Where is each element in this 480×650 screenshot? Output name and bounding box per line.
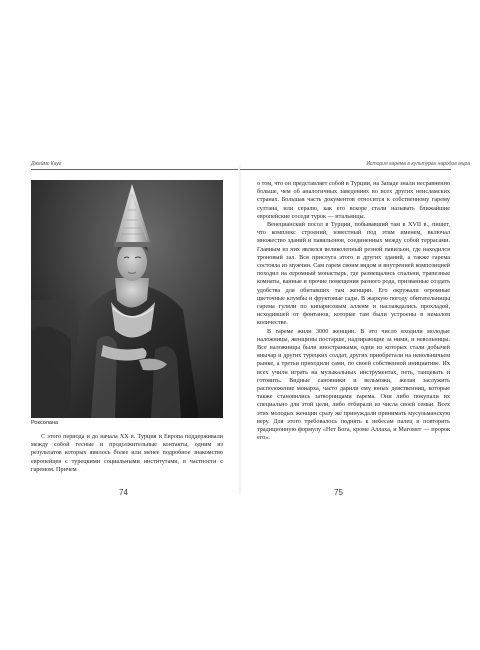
portrait-photo [31,180,223,418]
right-paragraph-1: о том, что он представляет собой в Турции, на Западе знали несравненно больше, чем об аналогичных заведениях во всех других неисламских странах. Большая часть документов относится к собственному гарему султана, или сералю, как его вскоре стали называть ближайшие европейские соседи турок — итальянцы. [257,180,450,220]
left-page-number: 74 [119,488,128,497]
left-body-text [31,433,223,474]
left-paragraph: С этого периода и до начала XX в. Турция и Европа поддерживали между собой тесные и продолжительные контакты, одним из результатов которых явилось более или менее подробное знакомство европейцев с турецкими социальными институтами, в частности с гаремом. Причем [31,433,223,473]
right-running-header: История гарема в культурах народов мира [366,161,470,167]
right-page-number: 75 [334,488,343,497]
portrait-caption: Роксолана [31,420,59,426]
right-page [240,0,480,650]
left-running-header: Джеймс Кауг [31,161,62,167]
right-paragraph-3: В гареме жили 3000 женщин. В это число входили молодые наложницы, женщины постарше, надзирающие за ними, и невольницы. Все наложницы были иностранками, одни из которых стали добычей янычар и других турецких солдат, других приобретали на невольничьем рынке, а третьи приходили сами, по своей собственной инициативе. Их всех учили играть на музыкальных инструментах, петь, танцевать и готовить. Видные сановники и вельможи, желая заслужить расположение монарха, часто дарили ему юных девственниц, которые также становились затворницами гарема. Они либо покупали их специально для этой цели, либо отбирали из числа своей семьи. Всех этих молодых женщин сразу же принуждали принимать мусульманскую веру. Для этого требовалось поднять к небесам палец и повторить традиционную формулу «Нет Бога, кроме Аллаха, и Магомет — пророк его». [257,327,450,442]
right-body-text [257,180,450,443]
left-header-rule [31,169,240,170]
portrait-illustration [31,180,223,418]
right-header-rule [240,169,451,170]
right-paragraph-2: Венецианский посол в Турции, побывавший там в XVII в., пишет, что комплекс строений, известный под этим именем, включал множество зданий и павильонов, соединенных между собой террасами. Главным из них являлся великолепный резной павильон, где находился троновый зал. Вся прислуга этого и других зданий, а также гарема состояла из мужчин. Сам гарем своим видом и внутренней композицией походил на огромный монастырь, где размещались спальни, трапезные комнаты, ванные и прочие помещения разного рода, призванные создать удобства для обитавших там женщин. Его окружали огромные цветочные клумбы и фруктовые сады. В жаркую погоду обитательницы гарема гуляли по кипарисовым аллеям и наслаждались прохладой, исходившей от фонтанов, которые там были устроены в немалом количестве. [257,221,450,327]
